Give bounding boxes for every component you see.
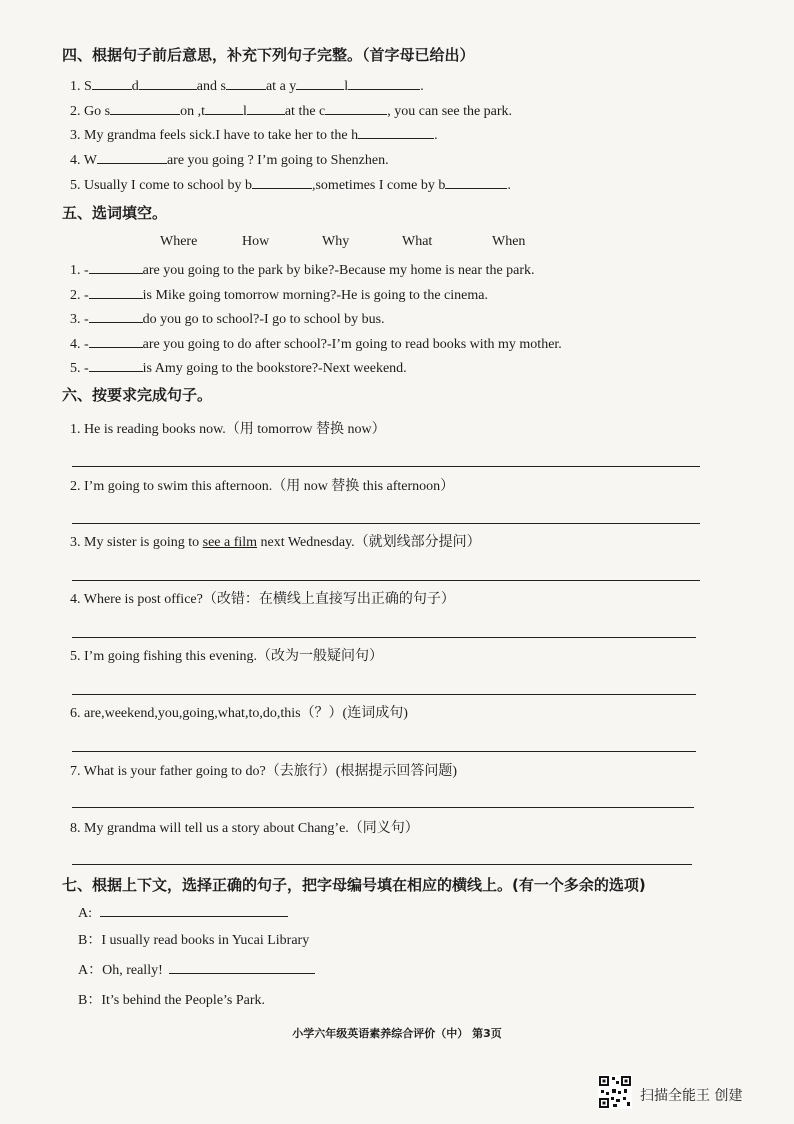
sec6-question-3: 3. My sister is going to see a film next Wednesday.（就划线部分提问） <box>70 535 481 550</box>
answer-line-6[interactable] <box>72 751 696 752</box>
dialog-line-2: B：I usually read books in Yucai Library <box>78 933 310 948</box>
section-6-title: 六、按要求完成句子。 <box>62 386 213 404</box>
answer-line-4[interactable] <box>72 637 696 638</box>
dialog-line-1: A: <box>78 903 288 922</box>
answer-line-2[interactable] <box>72 523 700 524</box>
sec4-question-4: 4. W are you going ? I’m going to Shenzhen. <box>70 150 389 169</box>
section-7-title: 七、根据上下文，选择正确的句子，把字母编号填在相应的横线上。(有一个多余的选项) <box>62 876 646 894</box>
sec5-question-1: 1. - are you going to the park by bike?-Because my home is near the park. <box>70 260 535 279</box>
sec6-question-2: 2. I’m going to swim this afternoon.（用 now 替换 this afternoon） <box>70 479 455 494</box>
dialog-line-4: B：It’s behind the People’s Park. <box>78 993 266 1008</box>
sec6-question-8: 8. My grandma will tell us a story about Chang’e.（同义句） <box>70 821 419 836</box>
option-how: How <box>242 234 270 249</box>
option-why: Why <box>322 234 350 249</box>
sec6-question-5: 5. I’m going fishing this evening.（改为一般疑问句） <box>70 649 384 664</box>
dialog-line-3: A：Oh, really! <box>78 959 315 979</box>
answer-line-1[interactable] <box>72 466 700 467</box>
sec4-question-5: 5. Usually I come to school by b ,sometimes I come by b . <box>70 175 511 194</box>
sec5-question-4: 4. - are you going to do after school?-I’m going to read books with my mother. <box>70 334 562 353</box>
scanner-watermark: 扫描全能王 创建 <box>640 1088 743 1104</box>
option-where: Where <box>160 234 198 249</box>
answer-line-5[interactable] <box>72 694 696 695</box>
section-5-title: 五、选词填空。 <box>62 204 168 222</box>
sec5-question-5: 5. - is Amy going to the bookstore?-Next weekend. <box>70 358 407 377</box>
sec6-question-6: 6. are,weekend,you,going,what,to,do,this（？）(连词成句) <box>70 706 408 721</box>
option-what: What <box>402 234 433 249</box>
sec4-question-1: 1. S d and s at a y l . <box>70 76 424 95</box>
sec6-question-1: 1. He is reading books now.（用 tomorrow 替换 now） <box>70 422 386 437</box>
answer-line-7[interactable] <box>72 807 694 808</box>
sec5-question-3: 3. - do you go to school?-I go to school by bus. <box>70 309 385 328</box>
qr-code-icon <box>598 1075 632 1109</box>
sec4-question-2: 2. Go s on ,t l at the c , you can see the park. <box>70 101 512 120</box>
sec5-question-2: 2. - is Mike going tomorrow morning?-He is going to the cinema. <box>70 285 488 304</box>
sec6-question-4: 4. Where is post office?（改错：在横线上直接写出正确的句子） <box>70 592 455 607</box>
page-footer: 小学六年级英语素养综合评价（中） 第3页 <box>292 1027 502 1040</box>
section-4-title: 四、根据句子前后意思，补充下列句子完整。（首字母已给出） <box>62 46 475 64</box>
option-when: When <box>492 234 526 249</box>
answer-line-8[interactable] <box>72 864 692 865</box>
sec6-question-7: 7. What is your father going to do?（去旅行）(根据提示回答问题) <box>70 764 458 779</box>
sec4-question-3: 3. My grandma feels sick.I have to take her to the h . <box>70 125 438 144</box>
answer-line-3[interactable] <box>72 580 700 581</box>
